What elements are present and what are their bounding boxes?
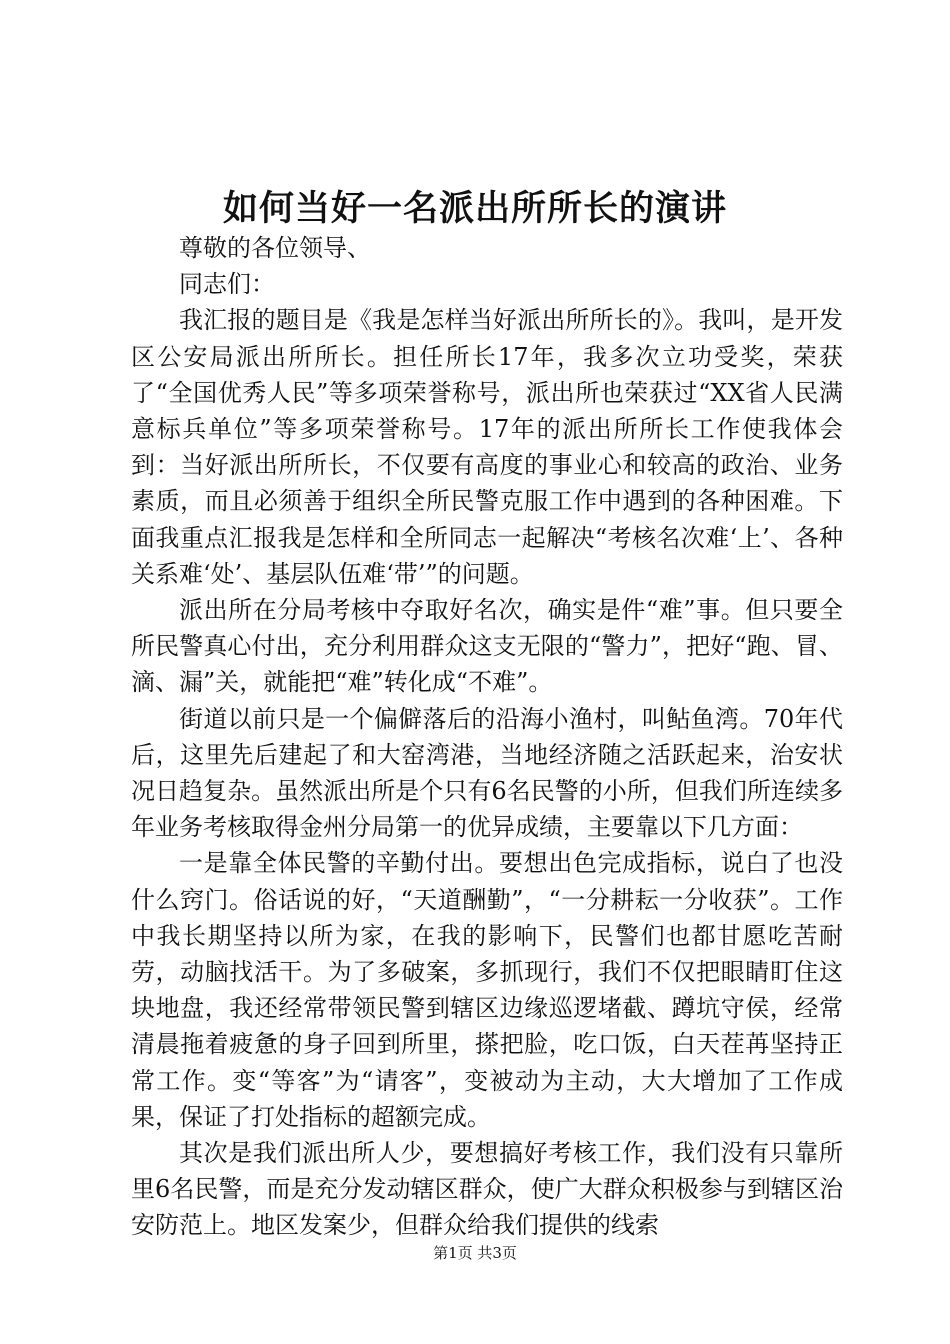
salutation-line: 同志们： [179,270,275,299]
body-paragraph: 派出所在分局考核中夺取好名次，确实是件“难”事。但只要全所民警真心付出，充分利用群众这支无限的“警力”，把好“跑、冒、滴、漏”关，就能把“难”转化成“不难”。 [131,596,843,697]
document-body [131,230,843,1244]
body-paragraph: 一是靠全体民警的辛勤付出。要想出色完成指标，说白了也没什么窍门。俗话说的好，“天道酬勤”，“一分耕耘一分收获”。工作中我长期坚持以所为家，在我的影响下，民警们也都甘愿吃苦耐劳，动脑找活干。为了多破案，多抓现行，我们不仅把眼睛盯住这块地盘，我还经常带领民警到辖区边缘巡逻堵截、蹲坑守侯，经常清晨拖着疲惫的身子回到所里，搽把脸，吃口饭，白天茬苒坚持正常工作。变“等客”为“请客”，变被动为主动，大大增加了工作成果，保证了打处指标的超额完成。 [131,849,843,1131]
body-paragraph: 街道以前只是一个偏僻落后的沿海小渔村，叫鲇鱼湾。70年代后，这里先后建起了和大窑湾港，当地经济随之活跃起来，治安状况日趋复杂。虽然派出所是个只有6名民警的小所，但我们所连续多年业务考核取得金州分局第一的优异成绩，主要靠以下几方面： [131,704,843,842]
salutation-line: 尊敬的各位领导、 [179,234,371,262]
document-title: 如何当好一名派出所所长的演讲 [222,188,727,229]
page-number-footer: 第1页 共3页 [433,1244,517,1262]
body-paragraph: 其次是我们派出所人少，要想搞好考核工作，我们没有只靠所里6名民警，而是充分发动辖区群众，使广大群众积极参与到辖区治安防范上。地区发案少，但群众给我们提供的线索 [131,1139,843,1240]
body-paragraph: 我汇报的题目是《我是怎样当好派出所所长的》。我叫，是开发区公安局派出所所长。担任所长17年，我多次立功受奖，荣获了“全国优秀人民”等多项荣誉称号，派出所也荣获过“XX省人民满意标兵单位”等多项荣誉称号。17年的派出所所长工作使我体会到：当好派出所所长，不仅要有高度的事业心和较高的政治、业务素质，而且必须善于组织全所民警克服工作中遇到的各种困难。下面我重点汇报我是怎样和全所同志一起解决“考核名次难‘上’、各种关系难‘处’、基层队伍难‘带’”的问题。 [131,306,843,588]
